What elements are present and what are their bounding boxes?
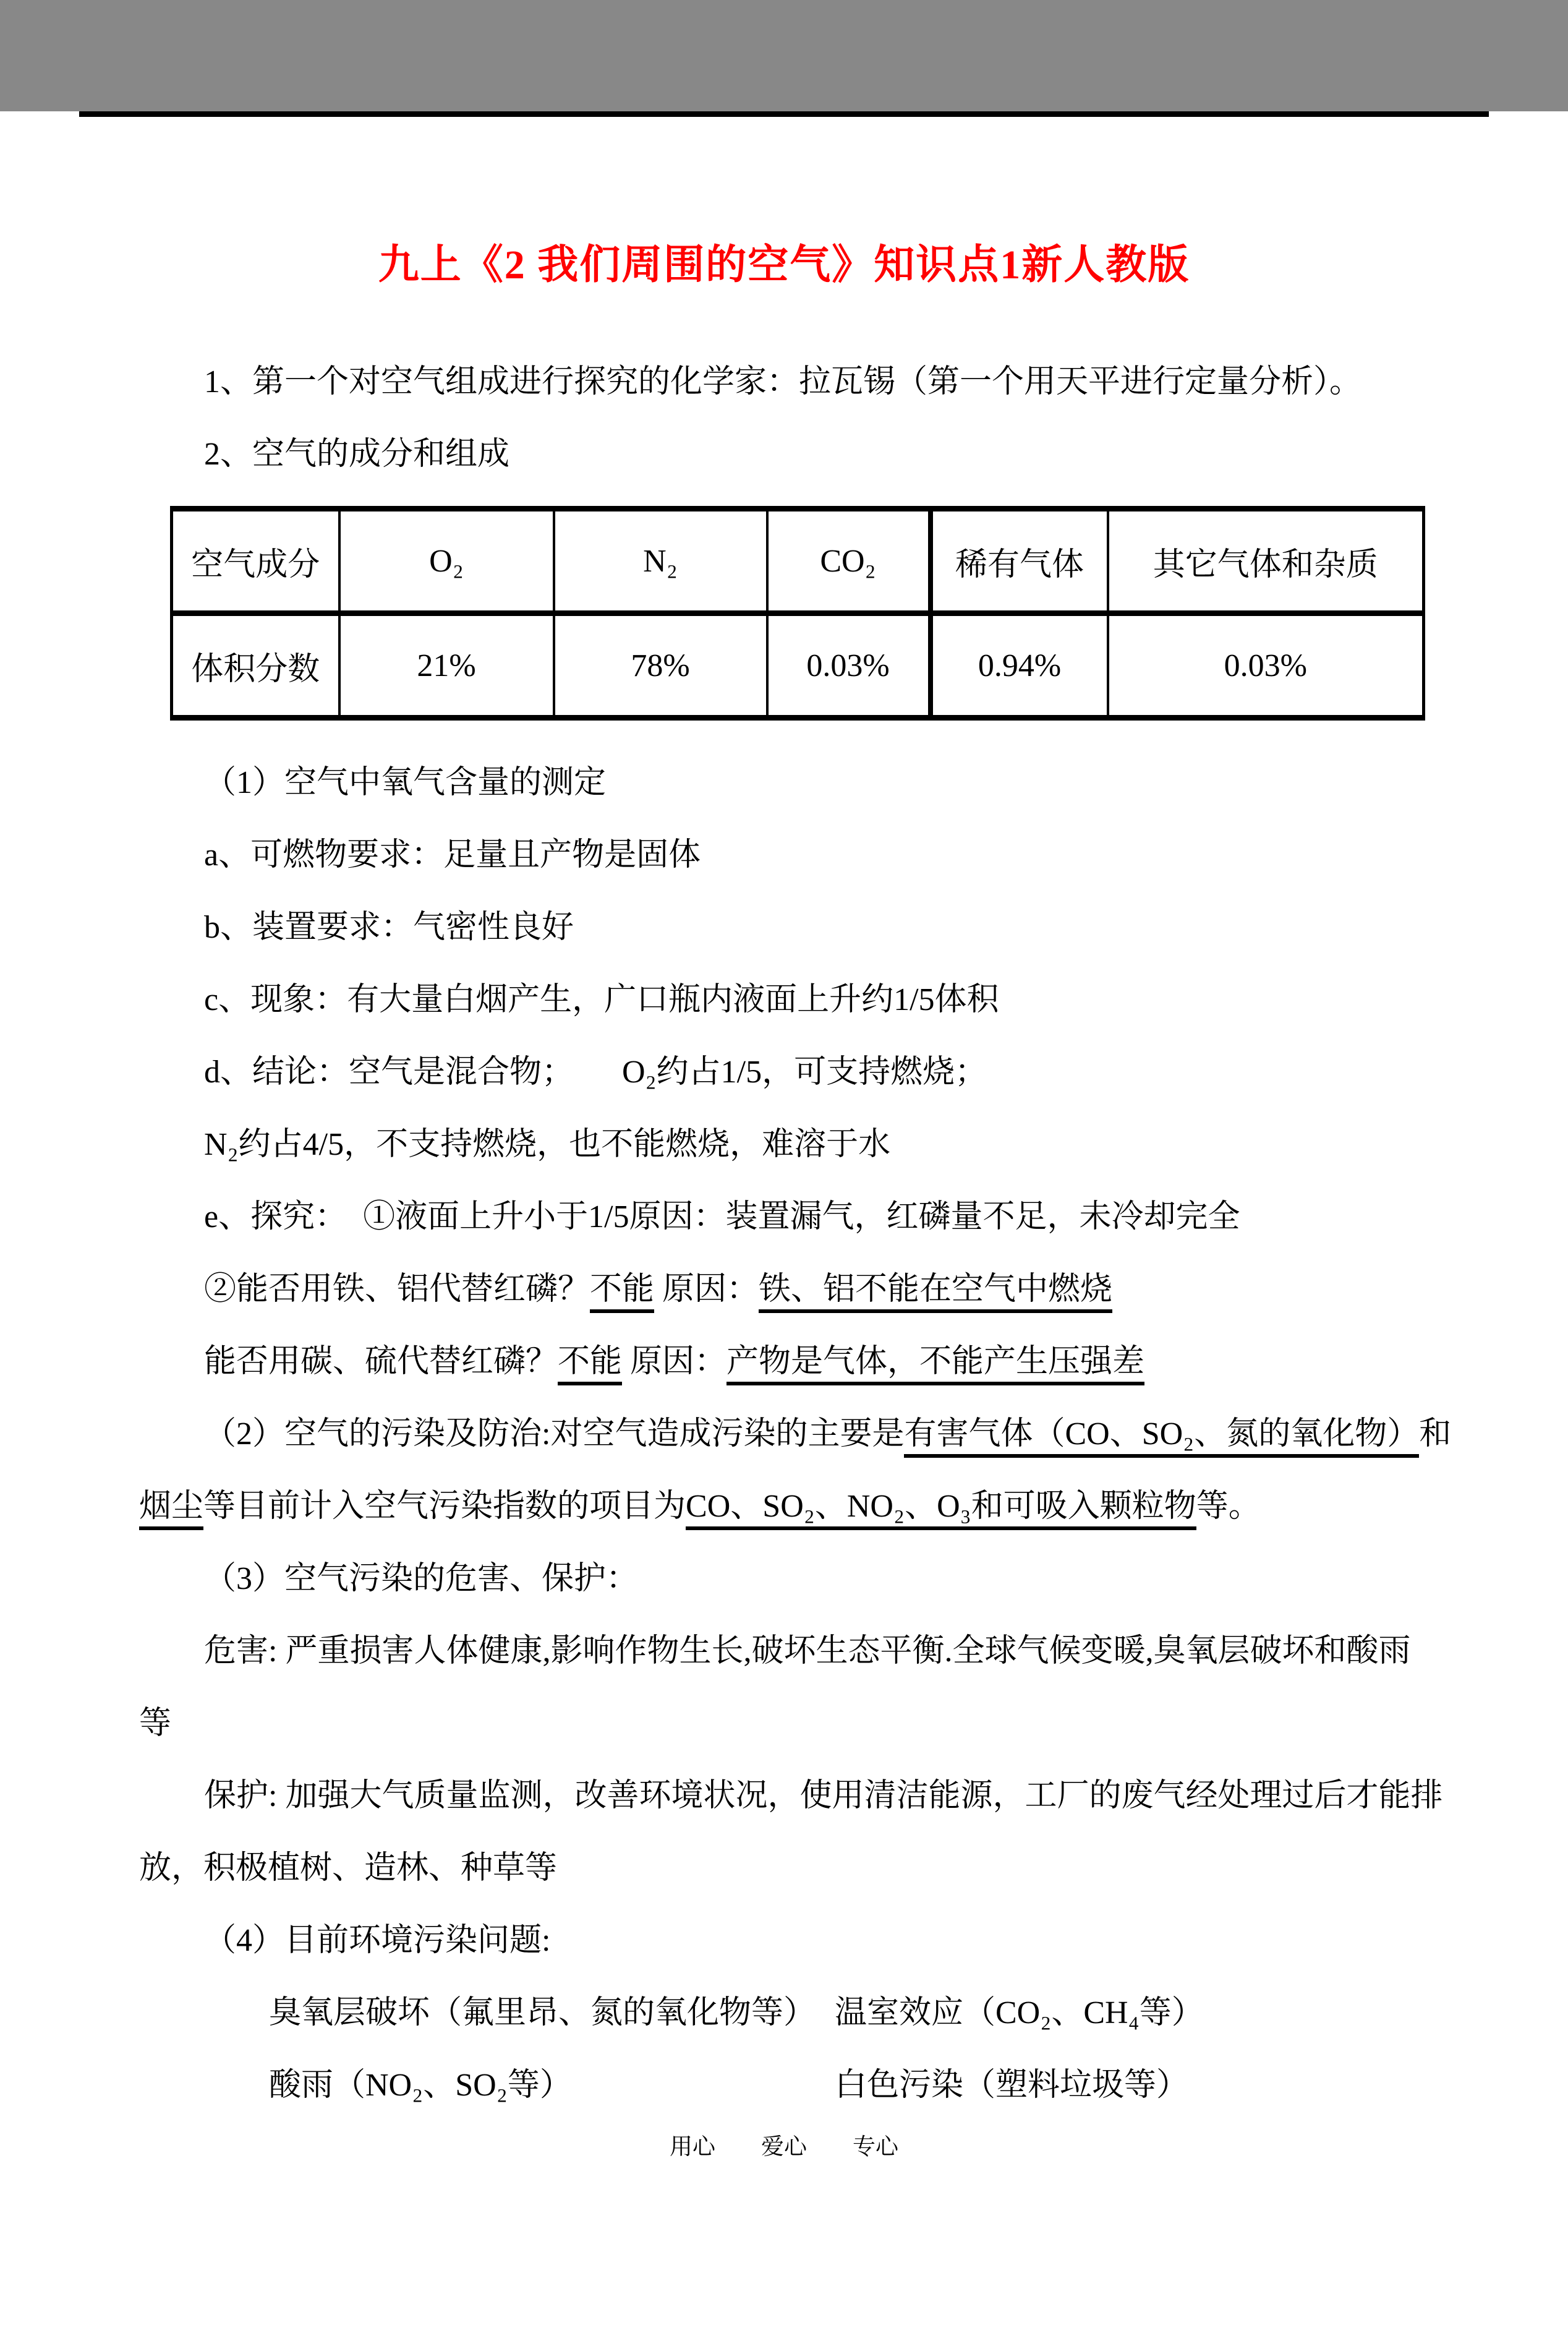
question-text: 能否用碳、硫代替红磷？ <box>204 1344 558 1379</box>
pollution-intro: （2）空气的污染及防治:对空气造成污染的主要是 <box>204 1416 905 1452</box>
index-items-underlined: CO、SO₂、NO₂、O₃和可吸入颗粒物 <box>686 1489 1196 1530</box>
para-harm-line1: 危害: 严重损害人体健康,影响作物生长,破坏生态平衡.全球气候变暖,臭氧层破坏和酸雨 <box>204 1633 1411 1669</box>
table-cell-o2-value: 21% <box>339 614 554 718</box>
conjunction-text: 和 <box>1419 1416 1452 1452</box>
document-content <box>139 346 1452 2121</box>
para-lavoisier: 1、第一个对空气组成进行探究的化学家：拉瓦锡（第一个用天平进行定量分析）。 <box>204 364 1362 400</box>
table-cell-other-gas: 其它气体和杂质 <box>1108 509 1424 614</box>
table-cell-co2: CO₂ <box>767 509 931 614</box>
para-substitute-metal <box>139 1253 1426 1325</box>
table-cell-n2: N₂ <box>554 509 767 614</box>
reason-underlined: 产物是气体，不能产生压强差 <box>726 1344 1144 1385</box>
question-text: ②能否用铁、铝代替红磷？ <box>204 1272 590 1307</box>
para-exploration: e、探究： ①液面上升小于1/5原因：装置漏气，红磷量不足，未冷却完全 <box>204 1199 1240 1235</box>
para-nitrogen-properties: N₂约占4/5，不支持燃烧，也不能燃烧，难溶于水 <box>204 1127 891 1162</box>
reason-label: 原因： <box>622 1344 727 1379</box>
table-cell-co2-value: 0.03% <box>767 614 931 718</box>
white-pollution-item: 白色污染（塑料垃圾等） <box>835 2068 1189 2103</box>
acid-rain-item: 酸雨（NO₂、SO₂等） <box>269 2068 572 2103</box>
answer-underlined: 不能 <box>590 1272 654 1313</box>
page-title: 九上《2 我们周围的空气》知识点1新人教版 <box>378 242 1190 288</box>
table-value-row <box>172 614 1424 718</box>
table-cell-volume-label: 体积分数 <box>172 614 339 718</box>
smoke-dust-underlined: 烟尘 <box>139 1489 203 1530</box>
reason-underlined: 铁、铝不能在空气中燃烧 <box>759 1272 1112 1313</box>
table-cell-o2: O₂ <box>339 509 554 614</box>
air-composition-table <box>170 506 1425 721</box>
para-harm-line2: 等 <box>139 1706 172 1741</box>
table-cell-n2-value: 78% <box>554 614 767 718</box>
page-footer: 用心 爱心 专心 <box>670 2134 898 2160</box>
document-page <box>0 111 1568 2328</box>
para-pollution-line2 <box>139 1470 1426 1543</box>
table-cell-noble-gas: 稀有气体 <box>931 509 1108 614</box>
para-protect-line1: 保护: 加强大气质量监测，改善环境状况，使用清洁能源，工厂的废气经处理过后才能排 <box>204 1778 1443 1813</box>
header-rule <box>79 111 1489 117</box>
table-cell-noble-gas-value: 0.94% <box>931 614 1108 718</box>
para-conclusion: d、结论：空气是混合物； O₂约占1/5，可支持燃烧； <box>204 1055 987 1090</box>
greenhouse-effect-item: 温室效应（CO₂、CH₄等） <box>835 1995 1204 2031</box>
para-substitute-carbon <box>139 1325 1426 1398</box>
para-protect-line2: 放，积极植树、造林、种草等 <box>139 1851 558 1886</box>
para-environment-problems-heading: （4）目前环境污染问题: <box>204 1923 551 1958</box>
table-cell-other-gas-value: 0.03% <box>1108 614 1424 718</box>
para-oxygen-measurement-heading: （1）空气中氧气含量的测定 <box>204 765 607 800</box>
para-phenomenon: c、现象：有大量白烟产生，广口瓶内液面上升约1/5体积 <box>204 982 999 1017</box>
para-pollution-row1 <box>139 1977 1426 2049</box>
answer-underlined: 不能 <box>558 1344 622 1385</box>
index-items-intro: 等目前计入空气污染指数的项目为 <box>203 1489 686 1524</box>
para-fuel-requirement: a、可燃物要求：足量且产物是固体 <box>204 837 701 873</box>
table-header-row <box>172 509 1424 614</box>
para-air-composition-heading: 2、空气的成分和组成 <box>204 437 510 472</box>
reason-label: 原因： <box>654 1272 759 1307</box>
para-harm-protect-heading: （3）空气污染的危害、保护： <box>204 1561 639 1596</box>
para-pollution-line1 <box>139 1398 1452 1470</box>
sentence-end: 等。 <box>1196 1489 1261 1524</box>
ozone-depletion-item: 臭氧层破坏（氟里昂、氮的氧化物等） <box>269 1995 816 2031</box>
table-cell-component-label: 空气成分 <box>172 509 339 614</box>
para-pollution-row2 <box>139 2049 1426 2121</box>
para-device-requirement: b、装置要求：气密性良好 <box>204 910 574 945</box>
harmful-gases-underlined: 有害气体（CO、SO₂、氮的氧化物） <box>904 1416 1419 1458</box>
